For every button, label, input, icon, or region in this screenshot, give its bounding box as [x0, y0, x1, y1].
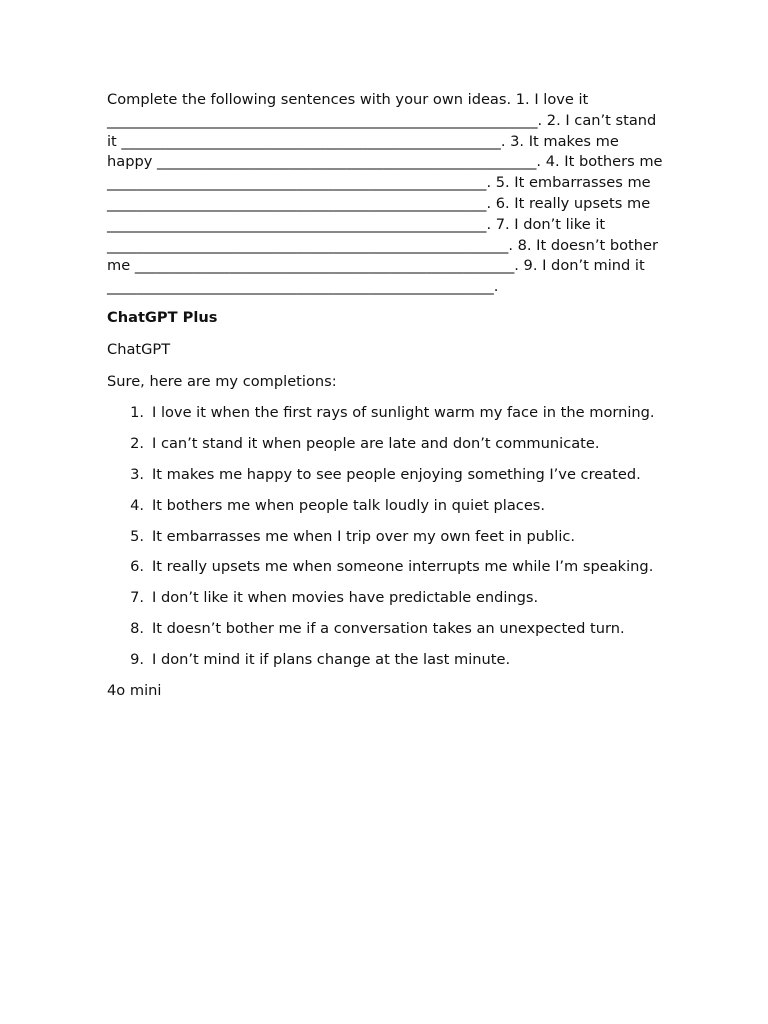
list-item-number: 6.	[130, 558, 144, 576]
response-intro: Sure, here are my completions:	[107, 372, 337, 390]
list-item-text: It really upsets me when someone interrupts me while I’m speaking.	[152, 558, 654, 576]
list-item	[107, 557, 667, 578]
list-item-text: I love it when the first rays of sunlight warm my face in the morning.	[152, 404, 655, 422]
completions-list	[107, 403, 667, 670]
list-item	[107, 434, 667, 455]
list-item-number: 9.	[130, 650, 144, 668]
list-item-number: 3.	[130, 465, 144, 483]
list-item-number: 8.	[130, 619, 144, 637]
document-page	[107, 90, 667, 701]
assistant-label: ChatGPT	[107, 340, 171, 358]
list-item	[107, 619, 667, 640]
model-label: 4o mini	[107, 681, 162, 699]
list-item	[107, 403, 667, 424]
list-item-text: It makes me happy to see people enjoying something I’ve created.	[152, 465, 641, 483]
list-item	[107, 527, 667, 548]
list-item-text: I can’t stand it when people are late and don’t communicate.	[152, 435, 600, 453]
list-item-text: I don’t mind it if plans change at the last minute.	[152, 650, 511, 668]
list-item	[107, 650, 667, 671]
user-prompt: Complete the following sentences with your own ideas. 1. I love it ___________________________________________________________. 2. I can’t stand it ____________________________________________________. 3. It makes me happy ____________________________________________________. 4. It bothers me ____________________________________________________. 5. It embarrasses me ____________________________________________________. 6. It really upsets me ____________________________________________________. 7. I don’t like it _______________________________________________________. 8. It doesn’t bother me ____________________________________________________. 9. I don’t mind it _____________________________________________________.	[107, 91, 668, 296]
list-item	[107, 588, 667, 609]
list-item-text: It doesn’t bother me if a conversation takes an unexpected turn.	[152, 619, 625, 637]
list-item-number: 2.	[130, 435, 144, 453]
list-item-text: I don’t like it when movies have predictable endings.	[152, 589, 539, 607]
list-item-number: 1.	[130, 404, 144, 422]
list-item-number: 7.	[130, 589, 144, 607]
list-item-text: It embarrasses me when I trip over my own feet in public.	[152, 527, 576, 545]
list-item	[107, 496, 667, 517]
list-item-number: 4.	[130, 496, 144, 514]
list-item	[107, 465, 667, 486]
list-item-text: It bothers me when people talk loudly in quiet places.	[152, 496, 546, 514]
list-item-number: 5.	[130, 527, 144, 545]
plan-label: ChatGPT Plus	[107, 308, 218, 326]
